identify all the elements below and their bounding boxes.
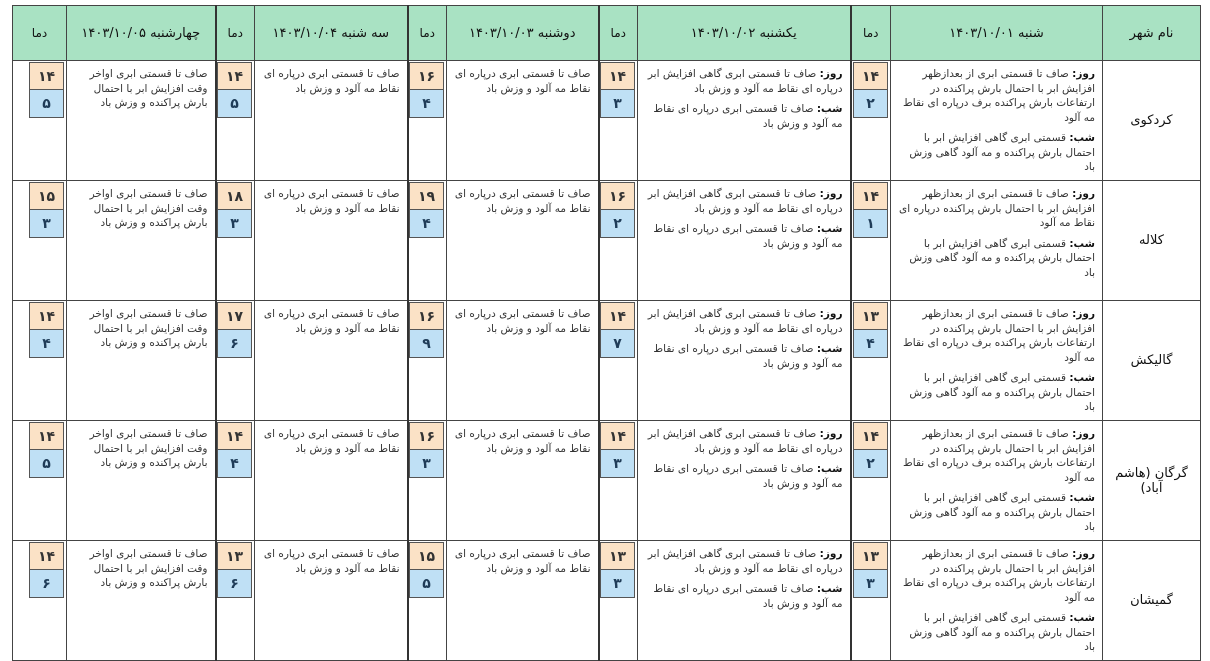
day-forecast-text: صاف تا قسمتی ابری گاهی افزایش ابر درپاره ای نقاط مه آلود و وزش باد	[647, 548, 843, 575]
forecast-day5	[67, 421, 216, 541]
day-label: روز:	[1072, 188, 1095, 200]
day-forecast-text: صاف تا قسمتی ابری گاهی افزایش ابر درپاره ای نقاط مه آلود و وزش باد	[647, 308, 843, 335]
forecast-day2	[638, 541, 851, 661]
table-row	[13, 301, 1201, 421]
night-forecast	[643, 102, 843, 131]
day-forecast	[643, 187, 843, 216]
max-temp: ۱۷	[217, 302, 252, 330]
temp-day3	[408, 301, 447, 421]
forecast-text: صاف تا قسمتی ابری درپاره ای نقاط مه آلود و وزش باد	[263, 188, 400, 215]
temp-day3	[408, 61, 447, 181]
max-temp: ۱۵	[29, 182, 64, 210]
forecast-day4	[255, 541, 408, 661]
max-temp: ۱۴	[853, 182, 888, 210]
min-temp: ۶	[29, 570, 64, 598]
night-forecast-text: قسمتی ابری گاهی افزایش ابر با احتمال بارش پراکنده و مه آلود گاهی وزش باد	[909, 492, 1095, 533]
day-label: روز:	[819, 68, 843, 80]
max-temp: ۱۶	[409, 422, 444, 450]
temp-day5	[13, 421, 67, 541]
day-forecast-text: صاف تا قسمتی ابری از بعدازظهر افزایش ابر با احتمال بارش پراکنده در ارتفاعات بارش پراکنده برف درپاره ای نقاط مه آلود	[903, 548, 1095, 604]
temp-day2	[599, 61, 638, 181]
night-forecast	[643, 462, 843, 491]
forecast-text: صاف تا قسمتی ابری درپاره ای نقاط مه آلود و وزش باد	[454, 188, 591, 215]
temp-day5	[13, 181, 67, 301]
night-forecast-text: قسمتی ابری گاهی افزایش ابر با احتمال بارش پراکنده و مه آلود گاهی وزش باد	[909, 612, 1095, 653]
forecast-text: صاف تا قسمتی ابری اواخر وقت افزایش ابر با احتمال بارش پراکنده و وزش باد	[89, 308, 208, 349]
min-temp: ۳	[600, 450, 635, 478]
forecast-text: صاف تا قسمتی ابری اواخر وقت افزایش ابر با احتمال بارش پراکنده و وزش باد	[89, 188, 208, 229]
max-temp: ۱۵	[409, 542, 444, 570]
forecast-day2	[638, 61, 851, 181]
forecast-text: صاف تا قسمتی ابری درپاره ای نقاط مه آلود و وزش باد	[263, 68, 400, 95]
table-row	[13, 181, 1201, 301]
min-temp: ۲	[853, 450, 888, 478]
forecast-day2	[638, 181, 851, 301]
night-label: شب:	[816, 583, 843, 595]
min-temp: ۳	[853, 570, 888, 598]
night-forecast	[896, 371, 1095, 415]
day-label: روز:	[1072, 548, 1095, 560]
forecast-day3	[447, 541, 599, 661]
min-temp: ۵	[217, 90, 252, 118]
day-label: روز:	[819, 548, 843, 560]
max-temp: ۱۴	[600, 422, 635, 450]
night-forecast	[896, 131, 1095, 175]
day-forecast	[643, 427, 843, 456]
night-label: شب:	[1069, 492, 1095, 504]
temp-day4	[216, 181, 255, 301]
night-forecast	[643, 222, 843, 251]
city-name: کردکوی	[1103, 61, 1201, 181]
forecast-day3	[447, 301, 599, 421]
night-label: شب:	[1069, 372, 1095, 384]
city-name: گمیشان	[1103, 541, 1201, 661]
max-temp: ۱۳	[217, 542, 252, 570]
min-temp: ۹	[409, 330, 444, 358]
header-city: نام شهر	[1103, 6, 1201, 61]
forecast-day4	[255, 181, 408, 301]
min-temp: ۷	[600, 330, 635, 358]
table-row	[13, 61, 1201, 181]
header-temp-2: دما	[599, 6, 638, 61]
city-name: کلاله	[1103, 181, 1201, 301]
max-temp: ۱۴	[217, 62, 252, 90]
day-forecast-text: صاف تا قسمتی ابری از بعدازظهر افزایش ابر با احتمال بارش پراکنده درپاره ای نقاط مه آلود	[899, 188, 1095, 229]
max-temp: ۱۴	[29, 542, 64, 570]
night-label: شب:	[816, 463, 843, 475]
header-day-1: شنبه ۱۴۰۳/۱۰/۰۱	[891, 6, 1103, 61]
forecast-table	[12, 5, 1201, 661]
temp-day1	[851, 421, 891, 541]
max-temp: ۱۴	[217, 422, 252, 450]
night-label: شب:	[816, 103, 843, 115]
day-forecast	[643, 547, 843, 576]
max-temp: ۱۶	[600, 182, 635, 210]
max-temp: ۱۳	[853, 302, 888, 330]
temp-day3	[408, 421, 447, 541]
min-temp: ۴	[409, 210, 444, 238]
day-forecast-text: صاف تا قسمتی ابری گاهی افزایش ابر درپاره ای نقاط مه آلود و وزش باد	[647, 188, 843, 215]
night-forecast	[896, 611, 1095, 655]
night-forecast-text: صاف تا قسمتی ابری درپاره ای نقاط مه آلود و وزش باد	[653, 223, 843, 250]
max-temp: ۱۴	[600, 302, 635, 330]
day-forecast	[896, 67, 1095, 125]
temp-day1	[851, 541, 891, 661]
min-temp: ۳	[217, 210, 252, 238]
night-forecast	[643, 342, 843, 371]
min-temp: ۳	[409, 450, 444, 478]
temp-day5	[13, 541, 67, 661]
temp-day1	[851, 181, 891, 301]
header-day-4: سه شنبه ۱۴۰۳/۱۰/۰۴	[255, 6, 408, 61]
table-row	[13, 421, 1201, 541]
forecast-text: صاف تا قسمتی ابری درپاره ای نقاط مه آلود و وزش باد	[263, 548, 400, 575]
temp-day2	[599, 301, 638, 421]
min-temp: ۲	[853, 90, 888, 118]
forecast-text: صاف تا قسمتی ابری درپاره ای نقاط مه آلود و وزش باد	[454, 68, 591, 95]
min-temp: ۴	[29, 330, 64, 358]
min-temp: ۳	[600, 570, 635, 598]
forecast-text: صاف تا قسمتی ابری درپاره ای نقاط مه آلود و وزش باد	[454, 428, 591, 455]
header-day-3: دوشنبه ۱۴۰۳/۱۰/۰۳	[447, 6, 599, 61]
max-temp: ۱۶	[409, 302, 444, 330]
night-label: شب:	[1069, 612, 1095, 624]
temp-day5	[13, 301, 67, 421]
night-forecast-text: صاف تا قسمتی ابری درپاره ای نقاط مه آلود و وزش باد	[653, 583, 843, 610]
day-forecast	[643, 67, 843, 96]
temp-day4	[216, 301, 255, 421]
day-forecast	[643, 307, 843, 336]
min-temp: ۶	[217, 570, 252, 598]
temp-day2	[599, 181, 638, 301]
temp-day4	[216, 541, 255, 661]
temp-day3	[408, 181, 447, 301]
forecast-text: صاف تا قسمتی ابری اواخر وقت افزایش ابر با احتمال بارش پراکنده و وزش باد	[89, 68, 208, 109]
forecast-day1	[891, 61, 1103, 181]
header-temp-4: دما	[216, 6, 255, 61]
max-temp: ۱۶	[409, 62, 444, 90]
header-row	[13, 6, 1201, 61]
max-temp: ۱۴	[29, 422, 64, 450]
header-temp-3: دما	[408, 6, 447, 61]
max-temp: ۱۴	[29, 62, 64, 90]
night-label: شب:	[816, 223, 843, 235]
night-forecast-text: قسمتی ابری گاهی افزایش ابر با احتمال بارش پراکنده و مه آلود گاهی وزش باد	[909, 237, 1095, 279]
temp-day3	[408, 541, 447, 661]
forecast-day2	[638, 301, 851, 421]
night-forecast	[643, 582, 843, 611]
min-temp: ۵	[29, 450, 64, 478]
temp-day5	[13, 61, 67, 181]
max-temp: ۱۹	[409, 182, 444, 210]
forecast-text: صاف تا قسمتی ابری درپاره ای نقاط مه آلود و وزش باد	[263, 428, 400, 455]
forecast-day5	[67, 301, 216, 421]
min-temp: ۲	[600, 210, 635, 238]
temp-day2	[599, 541, 638, 661]
night-forecast-text: صاف تا قسمتی ابری درپاره ای نقاط مه آلود و وزش باد	[653, 343, 843, 370]
forecast-day5	[67, 541, 216, 661]
day-forecast	[896, 547, 1095, 605]
header-temp-1: دما	[851, 6, 891, 61]
header-temp-5: دما	[13, 6, 67, 61]
day-label: روز:	[819, 188, 843, 200]
forecast-day2	[638, 421, 851, 541]
day-label: روز:	[1072, 68, 1095, 80]
day-forecast-text: صاف تا قسمتی ابری گاهی افزایش ابر درپاره ای نقاط مه آلود و وزش باد	[647, 68, 843, 95]
day-label: روز:	[1072, 428, 1095, 440]
night-label: شب:	[1069, 237, 1095, 250]
city-name: گالیکش	[1103, 301, 1201, 421]
min-temp: ۵	[29, 90, 64, 118]
temp-day4	[216, 61, 255, 181]
temp-day4	[216, 421, 255, 541]
forecast-day5	[67, 61, 216, 181]
min-temp: ۴	[853, 330, 888, 358]
forecast-day1	[891, 301, 1103, 421]
forecast-day3	[447, 61, 599, 181]
min-temp: ۴	[409, 90, 444, 118]
night-forecast-text: قسمتی ابری گاهی افزایش ابر با احتمال بارش پراکنده و مه آلود گاهی وزش باد	[909, 132, 1095, 173]
forecast-day3	[447, 421, 599, 541]
forecast-text: صاف تا قسمتی ابری درپاره ای نقاط مه آلود و وزش باد	[454, 548, 591, 575]
min-temp: ۳	[600, 90, 635, 118]
day-forecast-text: صاف تا قسمتی ابری از بعدازظهر افزایش ابر با احتمال بارش پراکنده در ارتفاعات بارش پراکنده برف درپاره ای نقاط مه آلود	[903, 68, 1095, 124]
min-temp: ۳	[29, 210, 64, 238]
forecast-text: صاف تا قسمتی ابری درپاره ای نقاط مه آلود و وزش باد	[263, 308, 400, 335]
max-temp: ۱۴	[600, 62, 635, 90]
night-label: شب:	[816, 343, 843, 355]
temp-day2	[599, 421, 638, 541]
forecast-table-wrapper	[12, 5, 1201, 661]
min-temp: ۵	[409, 570, 444, 598]
night-forecast-text: صاف تا قسمتی ابری درپاره ای نقاط مه آلود و وزش باد	[653, 463, 843, 490]
forecast-day4	[255, 301, 408, 421]
forecast-day1	[891, 181, 1103, 301]
forecast-day4	[255, 61, 408, 181]
header-day-2: یکشنبه ۱۴۰۳/۱۰/۰۲	[638, 6, 851, 61]
forecast-day1	[891, 541, 1103, 661]
city-name: گرگان (هاشم آباد)	[1103, 421, 1201, 541]
day-forecast	[896, 307, 1095, 365]
temp-day1	[851, 61, 891, 181]
day-forecast-text: صاف تا قسمتی ابری از بعدازظهر افزایش ابر با احتمال بارش پراکنده در ارتفاعات بارش پراکنده برف درپاره ای نقاط مه آلود	[903, 428, 1095, 484]
max-temp: ۱۴	[853, 62, 888, 90]
night-forecast-text: صاف تا قسمتی ابری درپاره ای نقاط مه آلود و وزش باد	[653, 103, 843, 130]
header-day-5: چهارشنبه ۱۴۰۳/۱۰/۰۵	[67, 6, 216, 61]
min-temp: ۴	[217, 450, 252, 478]
forecast-day1	[891, 421, 1103, 541]
night-forecast	[896, 491, 1095, 535]
day-forecast-text: صاف تا قسمتی ابری از بعدازظهر افزایش ابر با احتمال بارش پراکنده در ارتفاعات بارش پراکنده برف درپاره ای نقاط مه آلود	[903, 308, 1095, 364]
forecast-day5	[67, 181, 216, 301]
table-row	[13, 541, 1201, 661]
day-forecast-text: صاف تا قسمتی ابری گاهی افزایش ابر درپاره ای نقاط مه آلود و وزش باد	[647, 428, 843, 455]
forecast-day4	[255, 421, 408, 541]
forecast-text: صاف تا قسمتی ابری اواخر وقت افزایش ابر با احتمال بارش پراکنده و وزش باد	[89, 428, 208, 469]
night-forecast	[896, 237, 1095, 281]
max-temp: ۱۳	[600, 542, 635, 570]
day-label: روز:	[819, 308, 843, 320]
min-temp: ۶	[217, 330, 252, 358]
day-label: روز:	[1072, 308, 1095, 320]
forecast-day3	[447, 181, 599, 301]
max-temp: ۱۸	[217, 182, 252, 210]
temp-day1	[851, 301, 891, 421]
max-temp: ۱۳	[853, 542, 888, 570]
day-forecast	[896, 187, 1095, 231]
max-temp: ۱۴	[853, 422, 888, 450]
day-label: روز:	[819, 428, 843, 440]
max-temp: ۱۴	[29, 302, 64, 330]
night-forecast-text: قسمتی ابری گاهی افزایش ابر با احتمال بارش پراکنده و مه آلود گاهی وزش باد	[909, 372, 1095, 413]
forecast-text: صاف تا قسمتی ابری درپاره ای نقاط مه آلود و وزش باد	[454, 308, 591, 335]
min-temp: ۱	[853, 210, 888, 238]
forecast-text: صاف تا قسمتی ابری اواخر وقت افزایش ابر با احتمال بارش پراکنده و وزش باد	[89, 548, 208, 589]
day-forecast	[896, 427, 1095, 485]
night-label: شب:	[1069, 132, 1095, 144]
